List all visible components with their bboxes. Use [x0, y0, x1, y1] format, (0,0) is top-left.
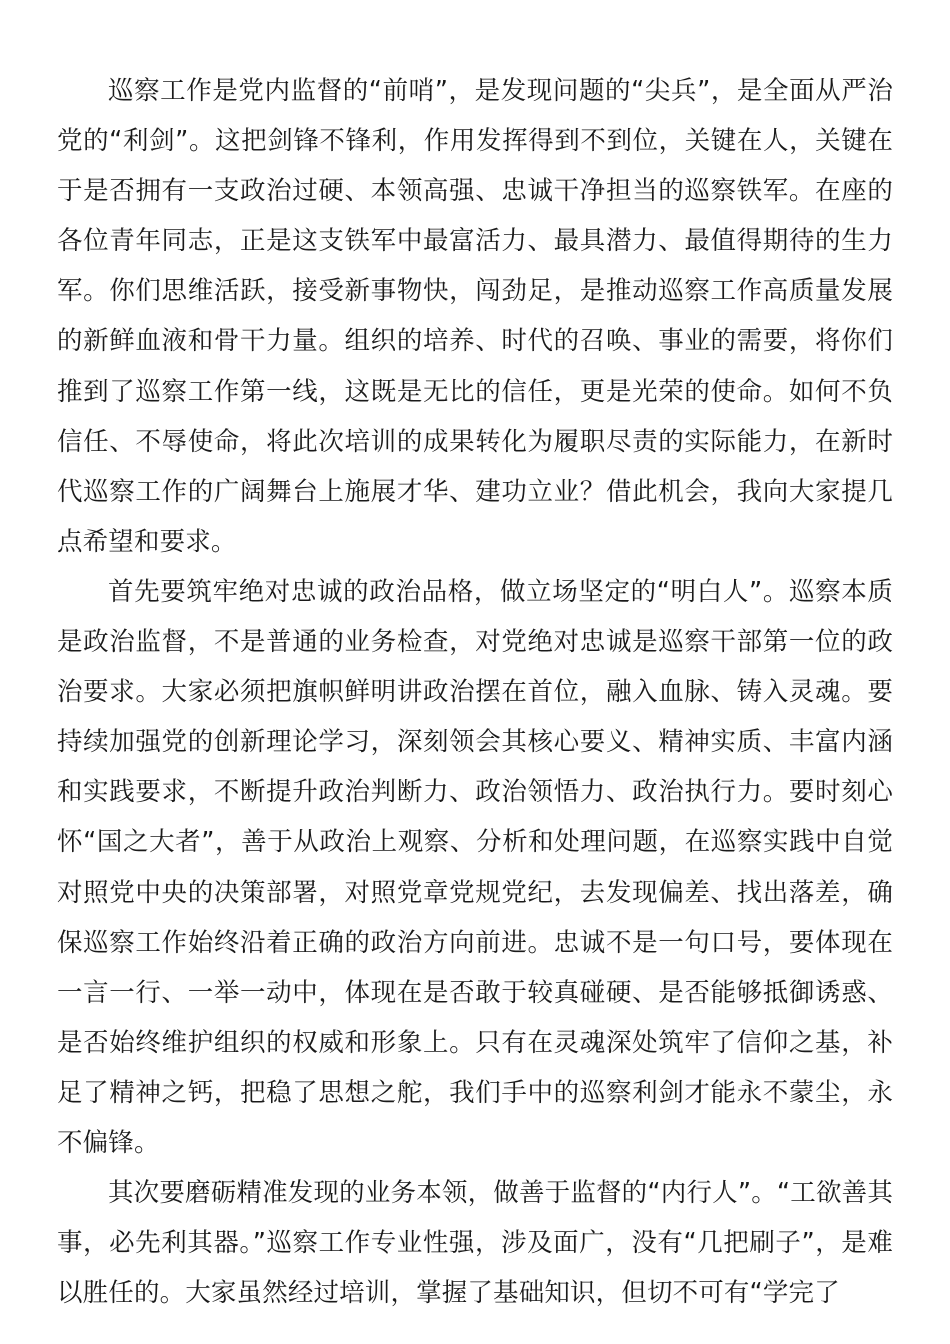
document-page: [57, 66, 893, 1318]
paragraph-intro: 巡察工作是党内监督的“前哨”，是发现问题的“尖兵”，是全面从严治党的“利剑”。这把剑锋不锋利，作用发挥得到不到位，关键在人，关键在于是否拥有一支政治过硬、本领高强、忠诚干净担当的巡察铁军。在座的各位青年同志，正是这支铁军中最富活力、最具潜力、最值得期待的生力军。你们思维活跃，接受新事物快，闯劲足，是推动巡察工作高质量发展的新鲜血液和骨干力量。组织的培养、时代的召唤、事业的需要，将你们推到了巡察工作第一线，这既是无比的信任，更是光荣的使命。如何不负信任、不辱使命，将此次培训的成果转化为履职尽责的实际能力，在新时代巡察工作的广阔舞台上施展才华、建功立业？借此机会，我向大家提几点希望和要求。: [57, 76, 893, 557]
paragraph-professional-skills: 其次要磨砺精准发现的业务本领，做善于监督的“内行人”。“工欲善其事，必先利其器。”巡察工作专业性强，涉及面广，没有“几把刷子”，是难以胜任的。大家虽然经过培训，掌握了基础知识，但切不可有“学完了: [57, 1178, 893, 1309]
paragraph-political-loyalty: 首先要筑牢绝对忠诚的政治品格，做立场坚定的“明白人”。巡察本质是政治监督，不是普通的业务检查，对党绝对忠诚是巡察干部第一位的政治要求。大家必须把旗帜鲜明讲政治摆在首位，融入血脉、铸入灵魂。要持续加强党的创新理论学习，深刻领会其核心要义、精神实质、丰富内涵和实践要求，不断提升政治判断力、政治领悟力、政治执行力。要时刻心怀“国之大者”，善于从政治上观察、分析和处理问题，在巡察实践中自觉对照党中央的决策部署，对照党章党规党纪，去发现偏差、找出落差，确保巡察工作始终沿着正确的政治方向前进。忠诚不是一句口号，要体现在一言一行、一举一动中，体现在是否敢于较真碰硬、是否能够抵御诱惑、是否始终维护组织的权威和形象上。只有在灵魂深处筑牢了信仰之基，补足了精神之钙，把稳了思想之舵，我们手中的巡察利剑才能永不蒙尘，永不偏锋。: [57, 576, 893, 1158]
